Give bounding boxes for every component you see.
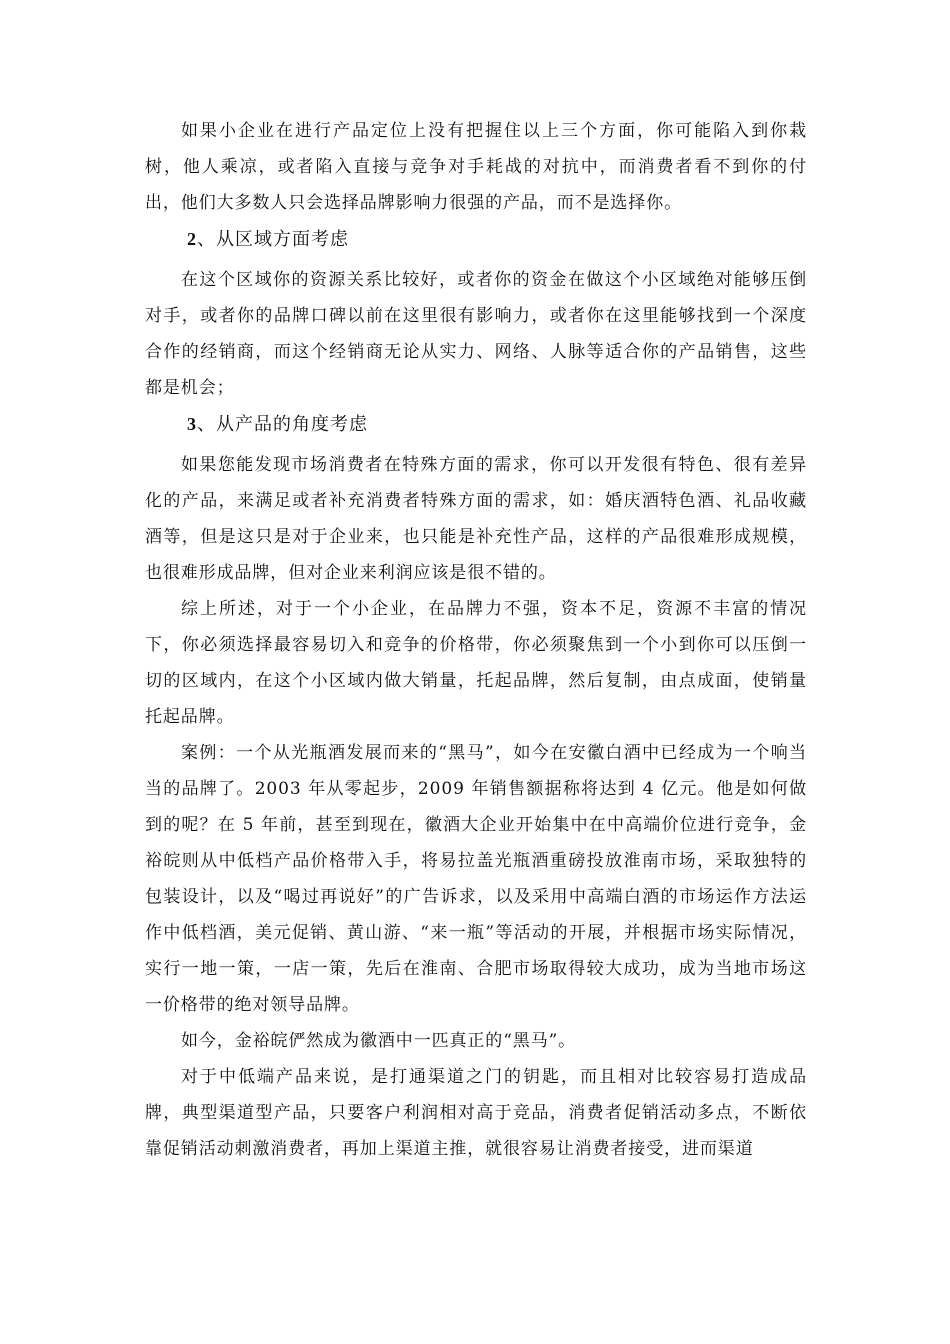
paragraph-product: 如果您能发现市场消费者在特殊方面的需求，你可以开发很有特色、很有差异化的产品，来满足或者补充消费者特殊方面的需求，如：婚庆酒特色酒、礼品收藏酒等，但是这只是对于企业来，也只能是补充性产品，这样的产品很难形成规模，也很难形成品牌，但对企业来利润应该是很不错的。: [145, 455, 807, 583]
heading-text: 、从区域方面考虑: [197, 229, 349, 250]
heading-number: 3: [187, 414, 197, 434]
document-page: [145, 113, 807, 1167]
paragraph-positioning-risk: 如果小企业在进行产品定位上没有把握住以上三个方面，你可能陷入到你栽树，他人乘凉，或者陷入直接与竞争对手耗战的对抗中，而消费者看不到你的付出，他们大多数人只会选择品牌影响力很强的产品，而不是选择你。: [145, 121, 807, 213]
heading-region: [145, 221, 807, 258]
heading-product: [145, 406, 807, 443]
paragraph-dark-horse: 如今，金裕皖俨然成为徽酒中一匹真正的“黑马”。: [181, 1031, 577, 1051]
heading-text: 、从产品的角度考虑: [197, 414, 368, 435]
paragraph-low-end: 对于中低端产品来说，是打通渠道之门的钥匙，而且相对比较容易打造成品牌，典型渠道型产品，只要客户利润相对高于竞品，消费者促销活动多点，不断依靠促销活动刺激消费者，再加上渠道主推，就很容易让消费者接受，进而渠道: [145, 1067, 807, 1159]
heading-number: 2: [187, 229, 197, 249]
paragraph-summary: 综上所述，对于一个小企业，在品牌力不强，资本不足，资源不丰富的情况下，你必须选择最容易切入和竞争的价格带，你必须聚焦到一个小到你可以压倒一切的区域内，在这个小区域内做大销量，托起品牌，然后复制，由点成面，使销量托起品牌。: [145, 599, 807, 727]
paragraph-region: 在这个区域你的资源关系比较好，或者你的资金在做这个小区域绝对能够压倒对手，或者你的品牌口碑以前在这里很有影响力，或者你在这里能够找到一个深度合作的经销商，而这个经销商无论从实力、网络、人脉等适合你的产品销售，这些都是机会；: [145, 270, 807, 398]
paragraph-case: 案例：一个从光瓶酒发展而来的“黑马”，如今在安徽白酒中已经成为一个响当当的品牌了。2003 年从零起步，2009 年销售额据称将达到 4 亿元。他是如何做到的呢？在 5 年前，甚至到现在，徽酒大企业开始集中在中高端价位进行竞争，金裕皖则从中低档产品价格带入手，将易拉盖光瓶酒重磅投放淮南市场，采取独特的包装设计，以及“喝过再说好”的广告诉求，以及采用中高端白酒的市场运作方法运作中低档酒，美元促销、黄山游、“来一瓶”等活动的开展，并根据市场实际情况，实行一地一策，一店一策，先后在淮南、合肥市场取得较大成功，成为当地市场这一价格带的绝对领导品牌。: [145, 743, 807, 1015]
